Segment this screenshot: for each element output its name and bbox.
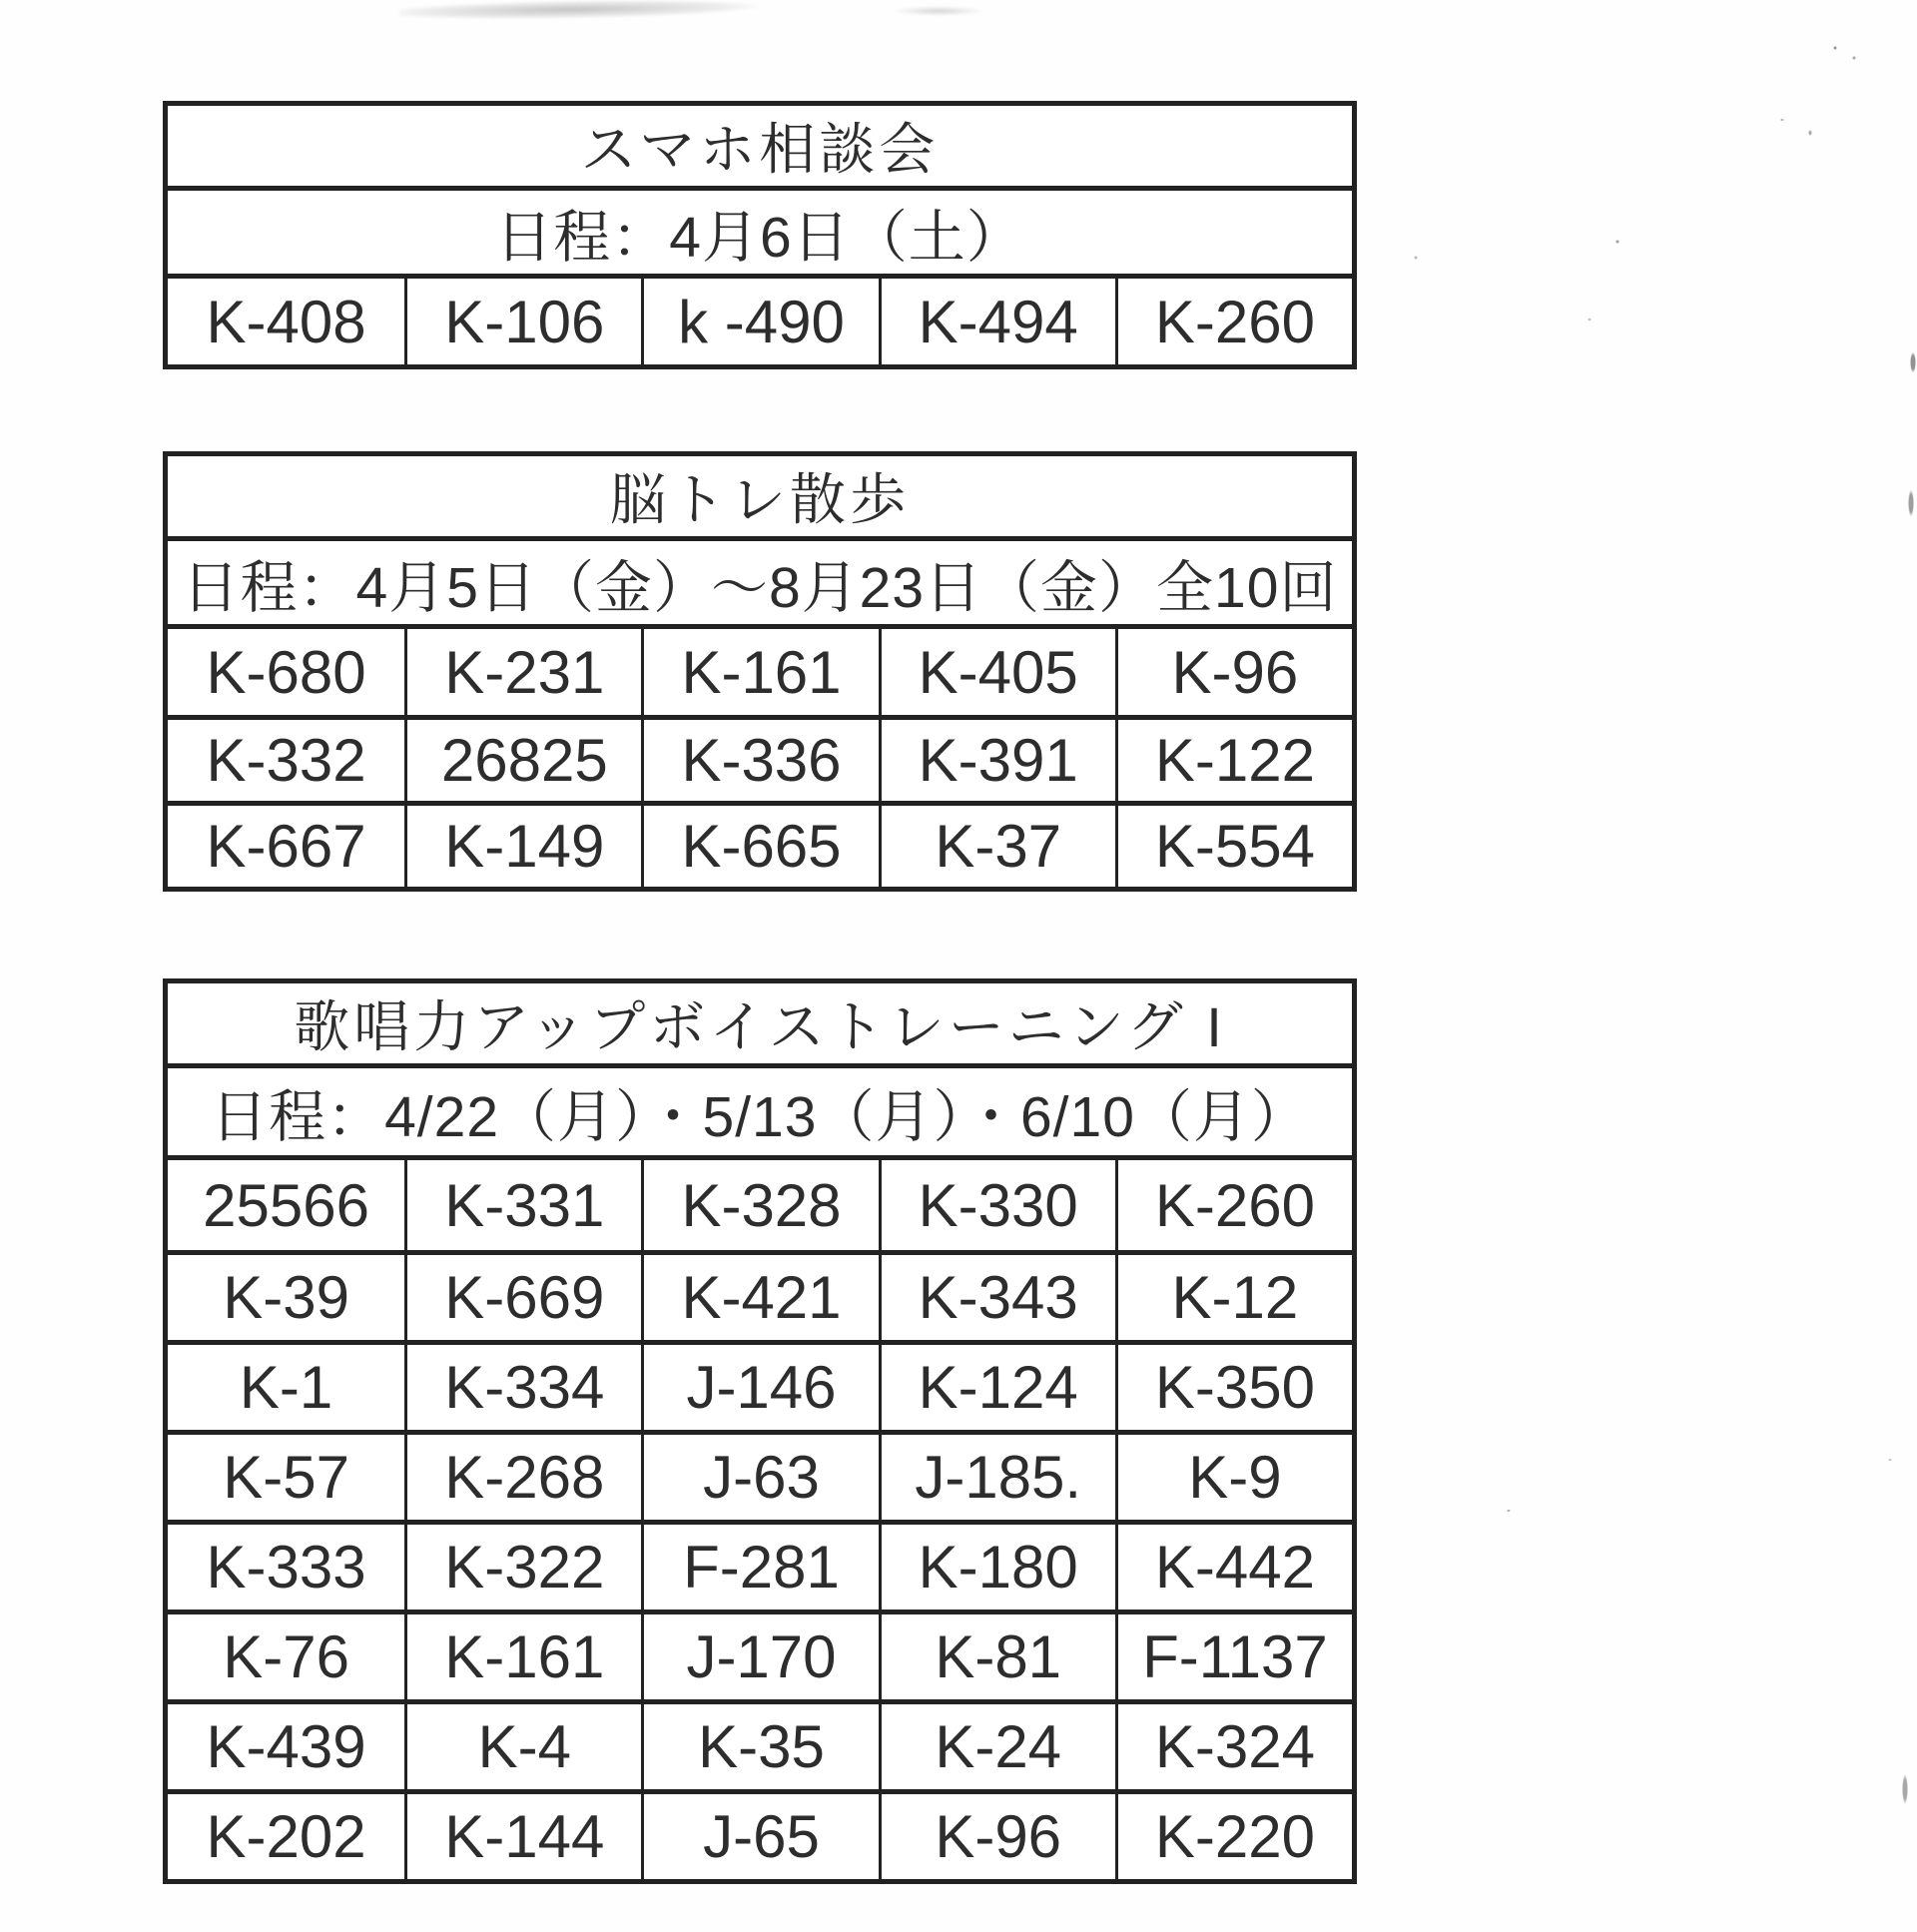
code-cell: K-180 (879, 1520, 1115, 1610)
code-cell: K-322 (404, 1520, 641, 1610)
code-cell: K-260 (1115, 279, 1352, 364)
table-schedule-text: 日程：4/22（月）・5/13（月）・6/10（月） (211, 1084, 1309, 1149)
code-cell: K-35 (641, 1699, 878, 1789)
code-cell: K-334 (404, 1340, 641, 1430)
code-cell: K-1 (168, 1340, 404, 1430)
code-cell: K-391 (879, 715, 1115, 801)
code-cell: K-268 (404, 1430, 641, 1520)
code-cell: K-554 (1115, 801, 1352, 887)
code-cell: K-231 (404, 629, 641, 715)
table-schedule-text: 日程：4月6日（土） (495, 205, 1024, 270)
code-grid (168, 1155, 1352, 1879)
code-cell: K-39 (168, 1250, 404, 1340)
code-cell: K-81 (879, 1610, 1115, 1699)
code-cell: F-1137 (1115, 1610, 1352, 1699)
code-cell: J-65 (641, 1789, 878, 1879)
code-cell: K-149 (404, 801, 641, 887)
code-cell: K-4 (404, 1699, 641, 1789)
code-cell: K-333 (168, 1520, 404, 1610)
table-title-text: 脳トレ散歩 (610, 468, 910, 531)
code-cell: K-124 (879, 1340, 1115, 1430)
code-cell: 26825 (404, 715, 641, 801)
table-brain-training-walk (163, 451, 1357, 892)
code-cell: K-57 (168, 1430, 404, 1520)
code-cell: K-9 (1115, 1430, 1352, 1520)
code-cell: K-330 (879, 1160, 1115, 1250)
code-cell: K-442 (1115, 1520, 1352, 1610)
code-cell: K-96 (1115, 629, 1352, 715)
code-cell: K-12 (1115, 1250, 1352, 1340)
code-cell: K-24 (879, 1699, 1115, 1789)
code-cell: J-170 (641, 1610, 878, 1699)
table-schedule (168, 536, 1352, 624)
scan-smudge-artifact-small (879, 4, 998, 18)
code-cell: K-161 (641, 629, 878, 715)
code-cell: K-408 (206, 288, 366, 355)
code-cell: K-106 (404, 279, 641, 364)
code-cell: K-161 (404, 1610, 641, 1699)
scan-smudge-artifact (399, 0, 829, 26)
code-cell: K-665 (641, 801, 878, 887)
code-cell: K-405 (879, 629, 1115, 715)
code-cell: k -490 (641, 279, 878, 364)
table-title (168, 983, 1352, 1063)
code-cell: K-220 (1115, 1789, 1352, 1879)
table-schedule-text: 日程：4月5日（金）～8月23日（金）全10回 (182, 555, 1338, 620)
code-cell: K-350 (1115, 1340, 1352, 1430)
code-cell: K-37 (879, 801, 1115, 887)
code-cell: F-281 (641, 1520, 878, 1610)
code-grid (168, 624, 1352, 887)
table-title (168, 456, 1352, 536)
code-cell: 25566 (203, 1171, 370, 1239)
code-cell: J-146 (641, 1340, 878, 1430)
code-cell: J-185. (879, 1430, 1115, 1520)
code-cell: K-439 (168, 1699, 404, 1789)
table-schedule (168, 186, 1352, 274)
code-cell: K-328 (641, 1160, 878, 1250)
code-cell: K-343 (879, 1250, 1115, 1340)
table-title-text: スマホ相談会 (580, 118, 940, 181)
code-grid (168, 274, 1352, 364)
table-voice-training (163, 978, 1357, 1884)
table-smartphone-session (163, 101, 1357, 369)
code-cell: K-324 (1115, 1699, 1352, 1789)
code-cell: K-336 (641, 715, 878, 801)
code-cell: K-669 (404, 1250, 641, 1340)
code-cell: K-494 (879, 279, 1115, 364)
table-title (168, 106, 1352, 186)
code-cell: K-331 (404, 1160, 641, 1250)
code-cell: K-76 (168, 1610, 404, 1699)
code-cell: K-144 (404, 1789, 641, 1879)
code-cell: K-332 (168, 715, 404, 801)
code-cell: K-260 (1115, 1160, 1352, 1250)
table-title-text: 歌唱力アップボイストレーニング I (294, 995, 1226, 1058)
code-cell: K-122 (1115, 715, 1352, 801)
code-cell: J-63 (641, 1430, 878, 1520)
code-cell: K-96 (879, 1789, 1115, 1879)
code-cell: K-667 (168, 801, 404, 887)
table-schedule (168, 1063, 1352, 1155)
code-cell: K-202 (168, 1789, 404, 1879)
code-cell: K-421 (641, 1250, 878, 1340)
code-cell: K-680 (206, 638, 366, 706)
